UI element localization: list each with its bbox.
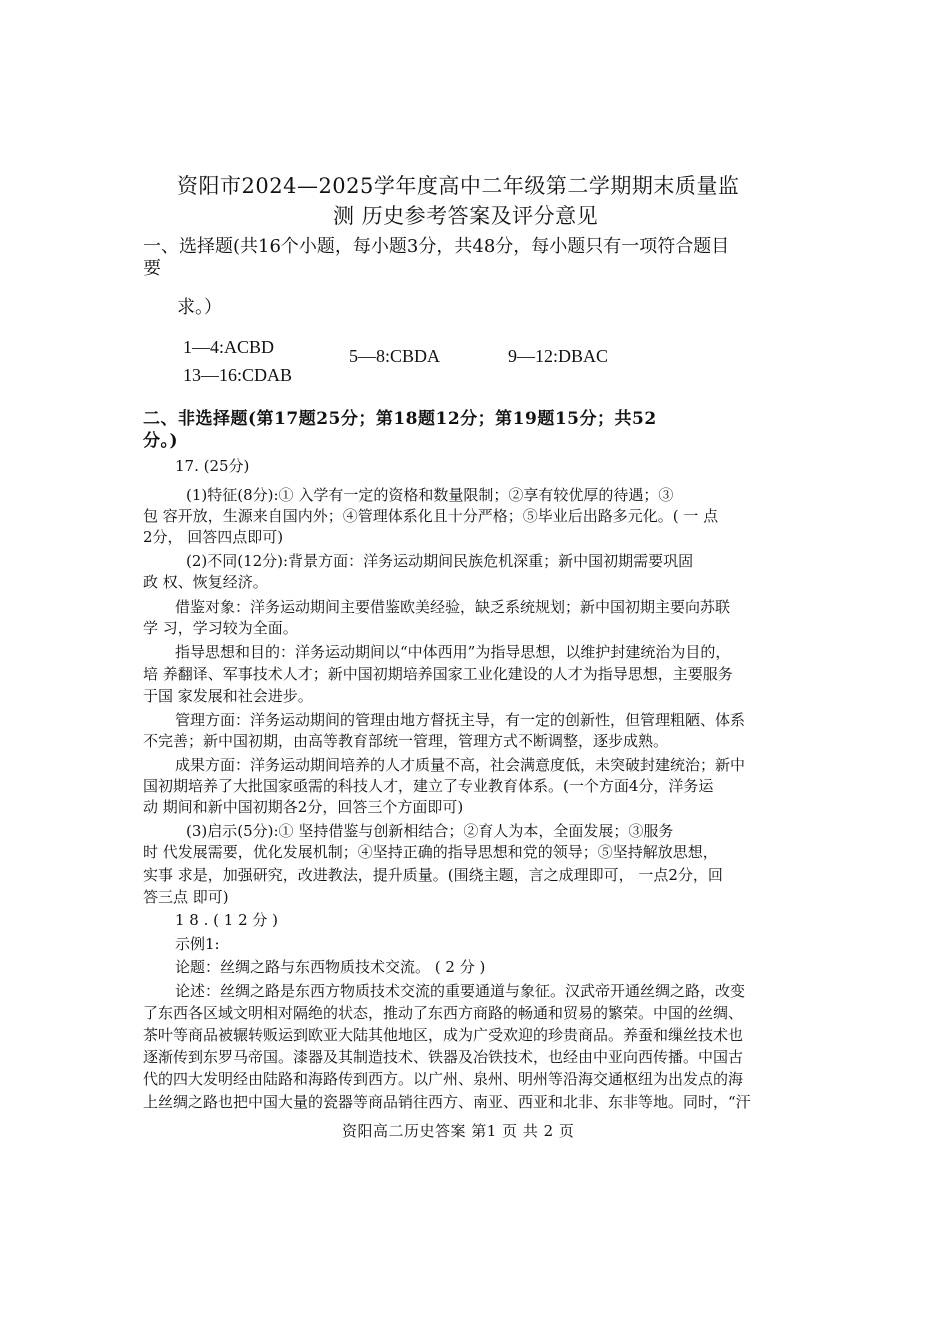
text-line: 论述：丝绸之路是东西方物质技术交流的重要通道与象征。汉武帝开通丝绸之路，改变 xyxy=(175,982,746,1000)
section1-heading-line3: 求。） xyxy=(177,297,222,318)
text-line: (2)不同(12分):背景方面：洋务运动期间民族危机深重；新中国初期需要巩固 xyxy=(186,552,694,570)
text-line: 借鉴对象：洋务运动期间主要借鉴欧美经验，缺乏系统规划；新中国初期主要向苏联 xyxy=(175,598,731,616)
text-line: 成果方面：洋务运动期间培养的人才质量不高，社会满意度低，未突破封建统治；新中 xyxy=(175,756,746,774)
text-line: 政 权、恢复经济。 xyxy=(143,573,268,591)
text-line: (1)特征(8分):① 入学有一定的资格和数量限制；②享有较优厚的待遇；③ xyxy=(186,486,674,504)
answer-group-1: 1—4:ACBD xyxy=(183,337,275,357)
page-footer: 资阳高二历史答案 第1 页 共 2 页 xyxy=(342,1122,575,1140)
text-line: 时 代发展需要，优化发展机制；④坚持正确的指导思想和党的领导；⑤坚持解放思想， xyxy=(143,843,718,861)
answer-group-4: 13—16:CDAB xyxy=(183,365,293,385)
text-line: 管理方面：洋务运动期间的管理由地方督抚主导，有一定的创新性，但管理粗陋、体系 xyxy=(175,711,746,729)
text-line: 培 养翻译、军事技术人才；新中国初期培养国家工业化建设的人才为指导思想，主要服务 xyxy=(143,665,733,683)
text-line: 包 容开放，生源来自国内外；④管理体系化且十分严格；⑤毕业后出路多元化。( 一 点 xyxy=(143,507,719,525)
text-line: 2分， 回答四点即可) xyxy=(143,528,284,546)
section1-heading-line1: 一、选择题(共16个小题，每小题3分，共48分，每小题只有一项符合题目 xyxy=(143,236,730,257)
answer-group-2: 5—8:CBDA xyxy=(349,346,441,366)
text-line: 17. (25分) xyxy=(175,457,250,475)
text-line: 1 8 . ( 1 2 分 ) xyxy=(175,911,279,929)
text-line: 论题：丝绸之路与东西物质技术交流。 ( 2 分 ) xyxy=(175,958,486,976)
text-line: 答三点 即可) xyxy=(143,888,229,906)
doc-title-line1: 资阳市2024—2025学年度高中二年级第二学期期末质量监 xyxy=(177,174,740,198)
text-line: 逐渐传到东罗马帝国。漆器及其制造技术、铁器及冶铁技术，也经由中亚向西传播。中国古 xyxy=(143,1048,744,1066)
text-line: (3)启示(5分):① 坚持借鉴与创新相结合；②育人为本，全面发展；③服务 xyxy=(186,822,674,840)
text-line: 代的四大发明经由陆路和海路传到西方。以广州、泉州、明州等沿海交通枢纽为出发点的海 xyxy=(143,1070,744,1088)
text-line: 于国 家发展和社会进步。 xyxy=(143,687,313,705)
section2-heading-line2: 分。) xyxy=(143,431,179,451)
text-line: 国初期培养了大批国家亟需的科技人才，建立了专业教育体系。(一个方面4分，洋务运 xyxy=(143,777,714,795)
doc-title-line2: 测 历史参考答案及评分意见 xyxy=(333,204,599,228)
text-line: 指导思想和目的：洋务运动期间以“中体西用”为指导思想，以维护封建统治为目的， xyxy=(175,643,731,661)
text-line: 学 习，学习较为全面。 xyxy=(143,619,298,637)
text-line: 不完善；新中国初期，由高等教育部统一管理，管理方式不断调整，逐步成熟。 xyxy=(143,732,669,750)
section1-heading-line2: 要 xyxy=(143,258,161,279)
text-line: 上丝绸之路也把中国大量的瓷器等商品销往西方、南亚、西亚和北非、东非等地。同时，“汗 xyxy=(143,1093,751,1111)
text-line: 了东西各区域文明相对隔绝的状态，推动了东西方商路的畅通和贸易的繁荣。中国的丝绸、 xyxy=(143,1004,744,1022)
section2-heading-line1: 二、非选择题(第17题25分；第18题12分；第19题15分；共52 xyxy=(143,409,657,429)
answer-group-3: 9—12:DBAC xyxy=(508,346,609,366)
text-line: 动 期间和新中国初期各2分，回答三个方面即可) xyxy=(143,798,464,816)
text-line: 茶叶等商品被辗转贩运到欧亚大陆其他地区，成为广受欢迎的珍贵商品。养蚕和缫丝技术也 xyxy=(143,1026,744,1044)
text-line: 示例1: xyxy=(175,935,220,953)
text-line: 实事 求是，加强研究，改进教法，提升质量。(围绕主题，言之成理即可， 一点2分，回 xyxy=(143,866,723,884)
